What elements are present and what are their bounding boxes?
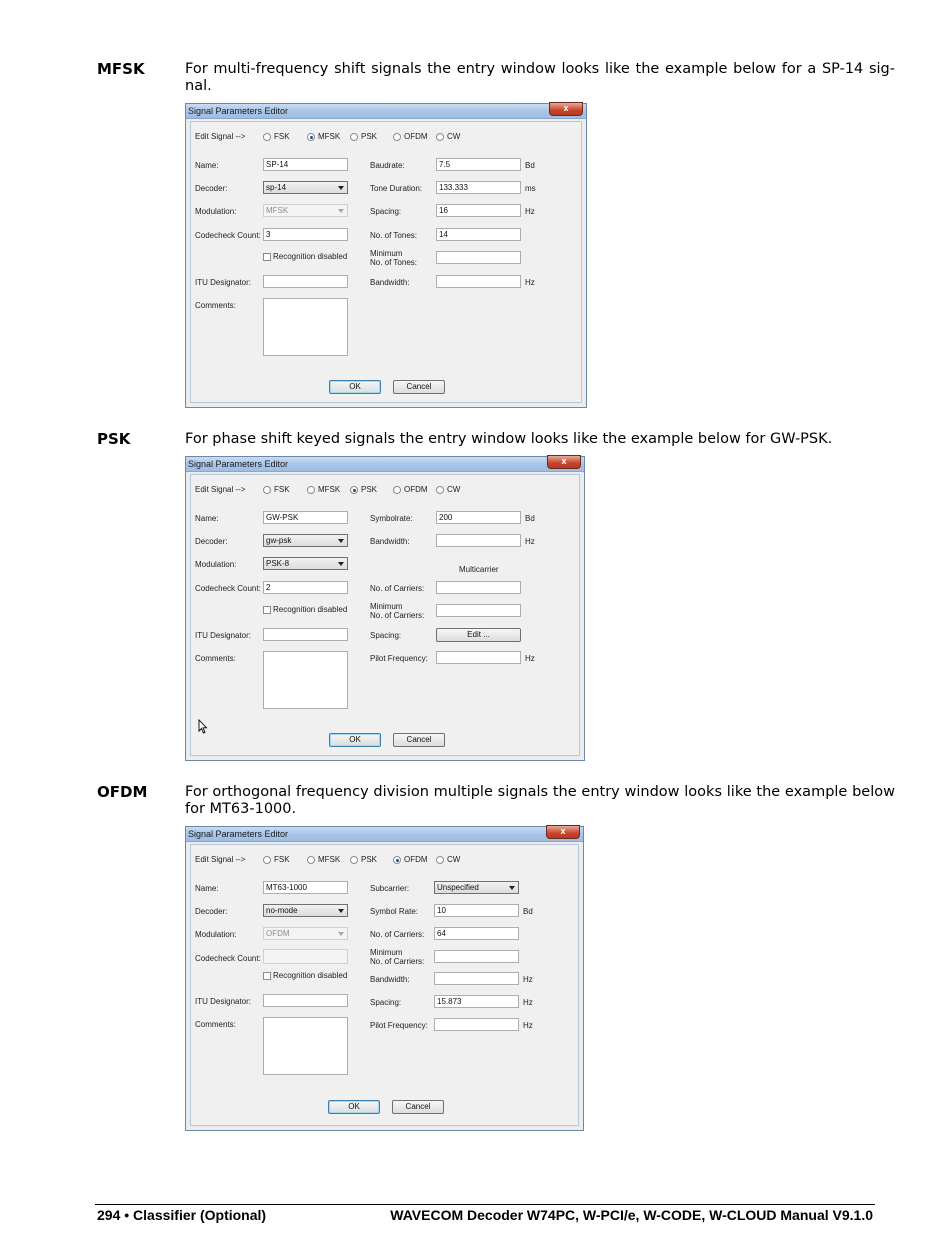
bandwidth-input[interactable] [434,972,519,985]
decoder-label: Decoder: [195,537,228,546]
pilot-label: Pilot Frequency: [370,654,428,663]
spacing-label: Spacing: [370,207,402,216]
decoder-select[interactable] [263,904,348,917]
min-carriers-label-1: Minimum [370,602,403,611]
dialog-body [190,121,582,403]
symbol-rate-label: Symbol Rate: [370,907,419,916]
recognition-label: Recognition disabled [273,252,348,261]
itu-label: ITU Designator: [195,997,252,1006]
codecheck-input[interactable]: 3 [263,228,348,241]
min-tones-input[interactable] [436,251,521,264]
pilot-label: Pilot Frequency: [370,1021,428,1030]
min-carriers-input[interactable] [434,950,519,963]
carriers-label: No. of Carriers: [370,930,425,939]
radio-mfsk-label: MFSK [318,132,341,141]
close-button[interactable]: x [547,455,581,469]
radio-mfsk[interactable] [307,133,315,141]
radio-fsk-label: FSK [274,855,290,864]
comments-label: Comments: [195,1020,236,1029]
dialog-title: Signal Parameters Editor [188,106,289,116]
multicarrier-heading: Multicarrier [459,565,499,574]
decoder-label: Decoder: [195,184,228,193]
radio-ofdm[interactable] [393,856,401,864]
codecheck-label: Codecheck Count: [195,954,261,963]
spacing-unit: Hz [523,998,533,1007]
chevron-down-icon [338,209,344,213]
spacing-input[interactable]: 15.873 [434,995,519,1008]
symbolrate-label: Symbolrate: [370,514,413,523]
pilot-input[interactable] [434,1018,519,1031]
radio-cw[interactable] [436,486,444,494]
name-input[interactable]: SP-14 [263,158,348,171]
name-input[interactable]: MT63-1000 [263,881,348,894]
decoder-value: sp-14 [266,183,287,192]
radio-fsk[interactable] [263,486,271,494]
radio-cw-label: CW [447,855,461,864]
close-button[interactable]: x [546,825,580,839]
comments-label: Comments: [195,301,236,310]
modulation-select [263,204,348,217]
min-carriers-label-2: No. of Carriers: [370,957,425,966]
baudrate-input[interactable]: 7.5 [436,158,521,171]
dialog-body [190,474,580,756]
symbolrate-input[interactable]: 200 [436,511,521,524]
decoder-value: no-mode [266,906,298,915]
recognition-checkbox[interactable] [263,606,271,614]
decoder-select[interactable] [263,181,348,194]
psk-dialog [185,456,585,761]
comments-textarea[interactable] [263,298,348,356]
ofdm-dialog [185,826,584,1131]
recognition-checkbox[interactable] [263,253,271,261]
baudrate-unit: Bd [525,161,535,170]
radio-psk-label: PSK [361,855,378,864]
section-text-ofdm: For orthogonal frequency division multiple signals the entry window looks like the example below for MT63-1000. [185,784,895,817]
modulation-label: Modulation: [195,930,237,939]
dialog-title: Signal Parameters Editor [188,829,289,839]
dialog-titlebar [186,104,586,119]
codecheck-label: Codecheck Count: [195,231,261,240]
codecheck-input[interactable]: 2 [263,581,348,594]
modulation-label: Modulation: [195,560,237,569]
name-label: Name: [195,514,219,523]
chevron-down-icon [338,562,344,566]
recognition-checkbox[interactable] [263,972,271,980]
dialog-body [190,844,579,1126]
symbolrate-unit: Bd [525,514,535,523]
codecheck-input [263,949,348,964]
modulation-label: Modulation: [195,207,237,216]
cancel-button[interactable]: Cancel [393,733,445,747]
bandwidth-input[interactable] [436,534,521,547]
tones-label: No. of Tones: [370,231,417,240]
chevron-down-icon [338,186,344,190]
radio-mfsk[interactable] [307,486,315,494]
itu-label: ITU Designator: [195,631,252,640]
min-carriers-label-2: No. of Carriers: [370,611,425,620]
carriers-label: No. of Carriers: [370,584,425,593]
radio-psk[interactable] [350,486,358,494]
section-text-mfsk: For multi-frequency shift signals the entry window looks like the example below for a SP-14 sig-nal. [185,61,895,94]
modulation-value: PSK-8 [266,559,290,568]
carriers-input[interactable] [436,581,521,594]
name-input[interactable]: GW-PSK [263,511,348,524]
bandwidth-unit: Hz [525,537,535,546]
chevron-down-icon [338,539,344,543]
radio-ofdm-label: OFDM [404,132,428,141]
modulation-value: MFSK [266,206,289,215]
mouse-pointer-icon [198,719,208,734]
spacing-label: Spacing: [370,998,402,1007]
spacing-unit: Hz [525,207,535,216]
chevron-down-icon [338,932,344,936]
radio-cw[interactable] [436,856,444,864]
tone-duration-unit: ms [525,184,536,193]
min-carriers-label-1: Minimum [370,948,403,957]
min-tones-label-2: No. of Tones: [370,258,417,267]
bandwidth-label: Bandwidth: [370,537,410,546]
radio-ofdm[interactable] [393,133,401,141]
spacing-input[interactable]: 16 [436,204,521,217]
ok-button[interactable]: OK [329,733,381,747]
close-button[interactable]: x [549,102,583,116]
footer-page-info: 294 • Classifier (Optional) [97,1207,267,1223]
bandwidth-unit: Hz [523,975,533,984]
section-text-psk: For phase shift keyed signals the entry window looks like the example below for GW-PSK. [185,431,833,447]
dialog-titlebar [186,457,584,472]
section-label-psk: PSK [97,430,131,448]
footer-rule [95,1204,875,1205]
radio-psk-label: PSK [361,485,378,494]
mfsk-dialog [185,103,587,408]
edit-signal-label: Edit Signal --> [195,132,246,141]
radio-mfsk[interactable] [307,856,315,864]
radio-psk-label: PSK [361,132,378,141]
carriers-input[interactable]: 64 [434,927,519,940]
edit-signal-label: Edit Signal --> [195,855,246,864]
section-label-mfsk: MFSK [97,60,145,78]
modulation-value: OFDM [266,929,290,938]
radio-psk[interactable] [350,133,358,141]
radio-mfsk-label: MFSK [318,855,341,864]
bandwidth-input[interactable] [436,275,521,288]
bandwidth-label: Bandwidth: [370,975,410,984]
comments-textarea[interactable] [263,651,348,709]
cancel-button[interactable]: Cancel [393,380,445,394]
subcarrier-value: Unspecified [437,883,479,892]
itu-input[interactable] [263,275,348,288]
decoder-value: gw-psk [266,536,292,545]
modulation-select [263,927,348,940]
min-tones-label-1: Minimum [370,249,403,258]
itu-input[interactable] [263,994,348,1007]
dialog-titlebar [186,827,583,842]
radio-fsk-label: FSK [274,485,290,494]
comments-textarea[interactable] [263,1017,348,1075]
pilot-unit: Hz [525,654,535,663]
pilot-unit: Hz [523,1021,533,1030]
pilot-input[interactable] [436,651,521,664]
recognition-label: Recognition disabled [273,971,348,980]
ok-button[interactable]: OK [328,1100,380,1114]
subcarrier-select[interactable] [434,881,519,894]
radio-cw[interactable] [436,133,444,141]
baudrate-label: Baudrate: [370,161,405,170]
ok-button[interactable]: OK [329,380,381,394]
min-carriers-input[interactable] [436,604,521,617]
radio-cw-label: CW [447,485,461,494]
chevron-down-icon [338,909,344,913]
symbol-rate-unit: Bd [523,907,533,916]
codecheck-label: Codecheck Count: [195,584,261,593]
recognition-label: Recognition disabled [273,605,348,614]
tone-duration-label: Tone Duration: [370,184,423,193]
radio-mfsk-label: MFSK [318,485,341,494]
radio-ofdm-label: OFDM [404,855,428,864]
subcarrier-label: Subcarrier: [370,884,410,893]
radio-ofdm-label: OFDM [404,485,428,494]
bandwidth-unit: Hz [525,278,535,287]
radio-psk[interactable] [350,856,358,864]
edit-spacing-button[interactable]: Edit ... [436,628,521,642]
footer-manual-title: WAVECOM Decoder W74PC, W-PCI/e, W-CODE, W-CLOUD Manual V9.1.0 [390,1207,873,1223]
edit-signal-label: Edit Signal --> [195,485,246,494]
comments-label: Comments: [195,654,236,663]
radio-cw-label: CW [447,132,461,141]
modulation-select[interactable] [263,557,348,570]
radio-ofdm[interactable] [393,486,401,494]
symbol-rate-input[interactable]: 10 [434,904,519,917]
itu-label: ITU Designator: [195,278,252,287]
chevron-down-icon [509,886,515,890]
dialog-title: Signal Parameters Editor [188,459,289,469]
bandwidth-label: Bandwidth: [370,278,410,287]
decoder-select[interactable] [263,534,348,547]
section-label-ofdm: OFDM [97,783,148,801]
radio-fsk[interactable] [263,133,271,141]
tones-input[interactable]: 14 [436,228,521,241]
radio-fsk[interactable] [263,856,271,864]
tone-duration-input[interactable]: 133.333 [436,181,521,194]
name-label: Name: [195,884,219,893]
name-label: Name: [195,161,219,170]
decoder-label: Decoder: [195,907,228,916]
cancel-button[interactable]: Cancel [392,1100,444,1114]
spacing-label: Spacing: [370,631,402,640]
itu-input[interactable] [263,628,348,641]
radio-fsk-label: FSK [274,132,290,141]
